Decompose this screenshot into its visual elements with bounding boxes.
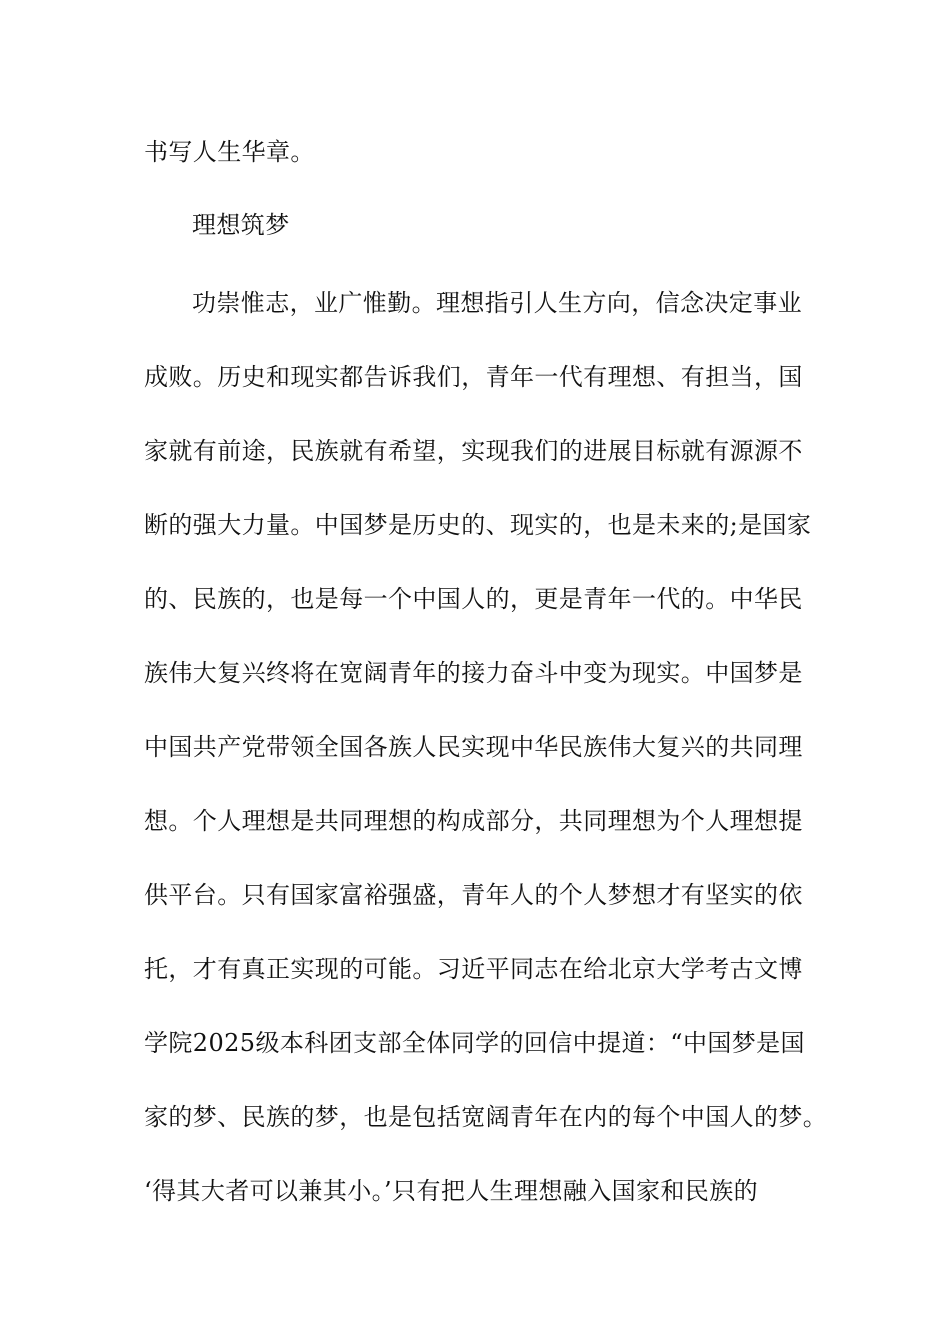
- paragraph-line: ‘得其大者可以兼其小。’只有把人生理想融入国家和民族的: [144, 1177, 759, 1205]
- paragraph-line: 想。个人理想是共同理想的构成部分，共同理想为个人理想提: [144, 807, 803, 835]
- paragraph-line: 族伟大复兴终将在宽阔青年的接力奋斗中变为现实。中国梦是: [144, 659, 803, 687]
- paragraph-line: 断的强大力量。中国梦是历史的、现实的，也是未来的;是国家: [144, 511, 812, 539]
- paragraph-line: 功崇惟志，业广惟勤。理想指引人生方向，信念决定事业: [192, 289, 802, 317]
- paragraph-line: 的、民族的，也是每一个中国人的，更是青年一代的。中华民: [144, 585, 803, 613]
- section-heading: 理想筑梦: [192, 211, 290, 239]
- paragraph-line: 成败。历史和现实都告诉我们，青年一代有理想、有担当，国: [144, 363, 803, 391]
- paragraph-line: 中国共产党带领全国各族人民实现中华民族伟大复兴的共同理: [144, 733, 803, 761]
- paragraph-ending-line: 书写人生华章。: [144, 138, 315, 166]
- paragraph-line: 学院2025级本科团支部全体同学的回信中提道：“中国梦是国: [144, 1029, 805, 1057]
- paragraph-line: 供平台。只有国家富裕强盛，青年人的个人梦想才有坚实的依: [144, 881, 803, 909]
- paragraph-line: 家的梦、民族的梦，也是包括宽阔青年在内的每个中国人的梦。: [144, 1103, 828, 1131]
- paragraph-line: 家就有前途，民族就有希望，实现我们的进展目标就有源源不: [144, 437, 803, 465]
- paragraph-line: 托，才有真正实现的可能。习近平同志在给北京大学考古文博: [144, 955, 803, 983]
